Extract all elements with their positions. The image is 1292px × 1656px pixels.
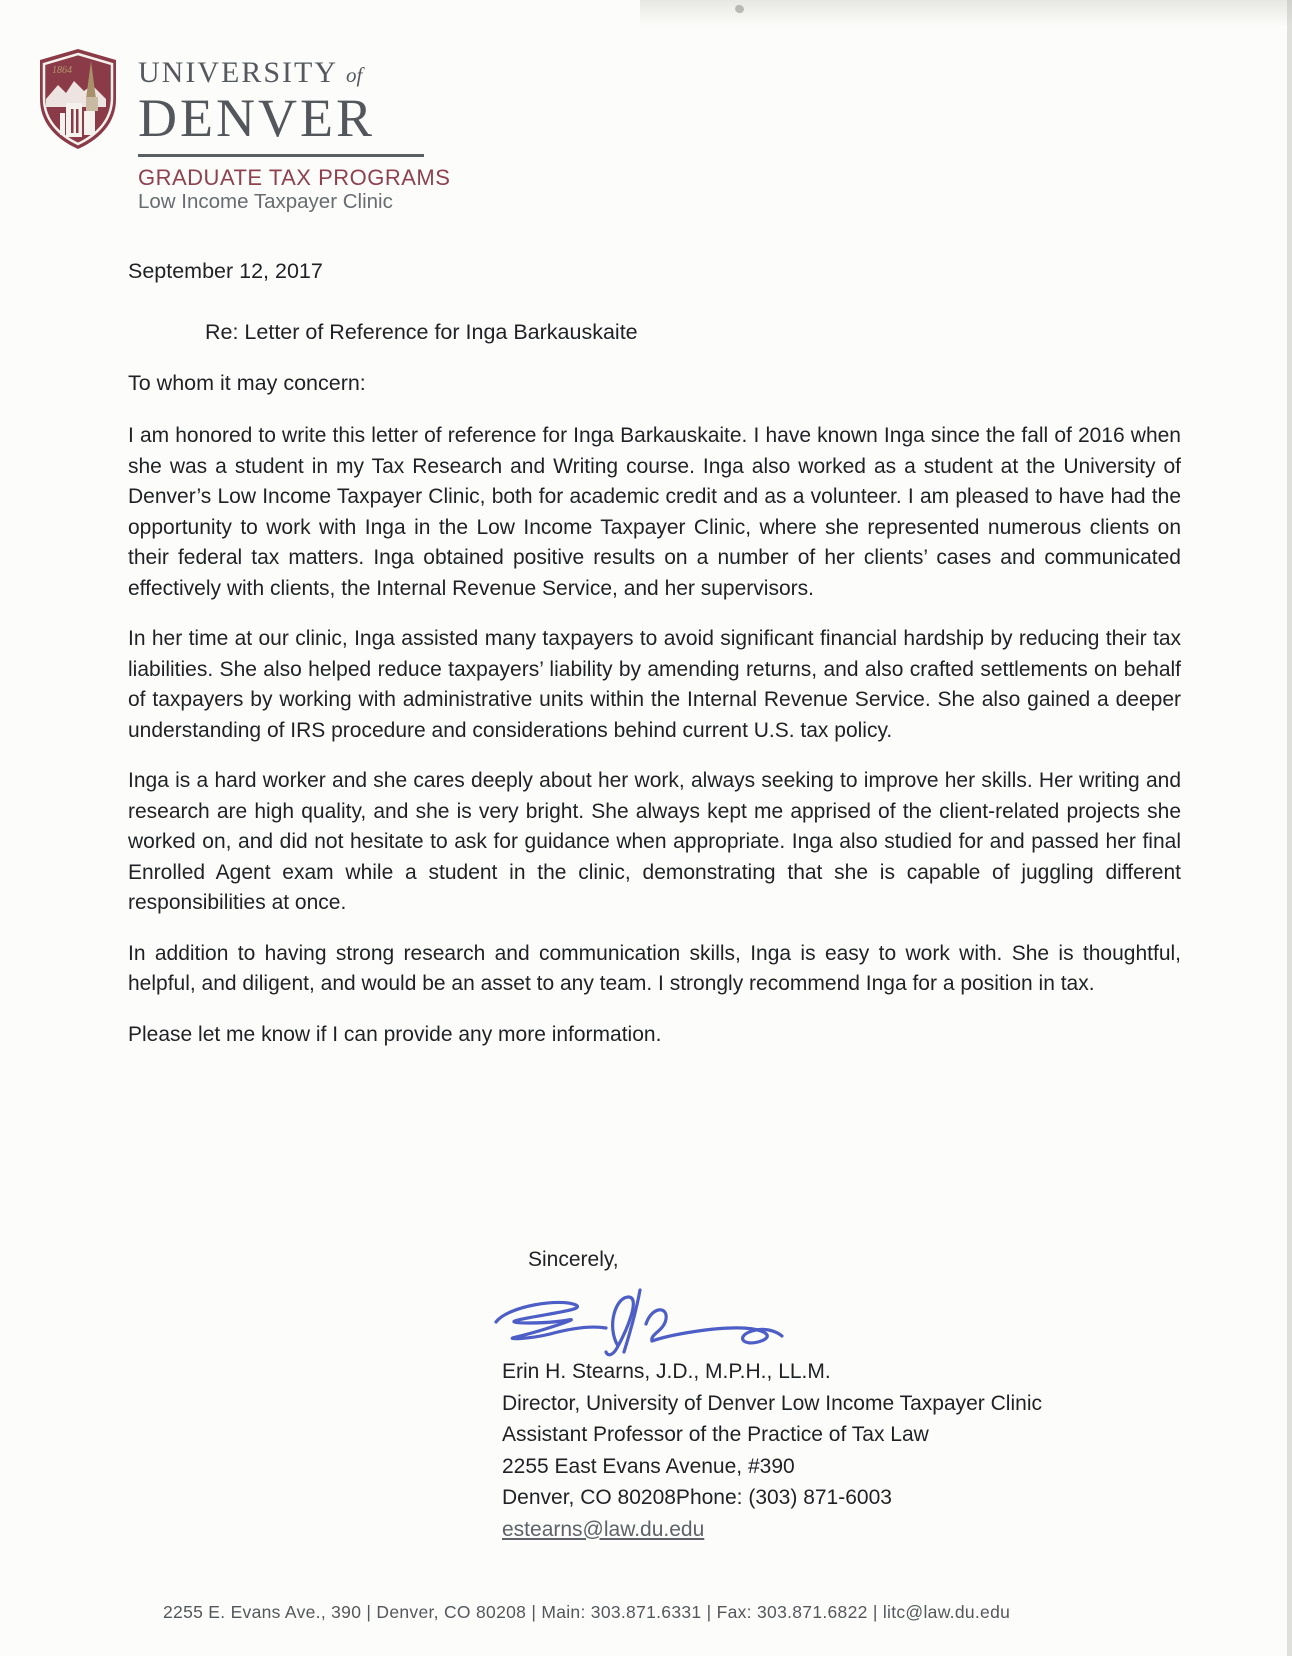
valediction: Sincerely, xyxy=(528,1248,619,1271)
letterhead-divider xyxy=(138,154,424,157)
signer-address: 2255 East Evans Avenue, #390 xyxy=(502,1454,795,1478)
clinic-name: Low Income Taxpayer Clinic xyxy=(138,190,393,213)
signer-email: estearns@law.du.edu xyxy=(502,1517,705,1541)
signer-title: Director, University of Denver Low Income Taxpayer Clinic xyxy=(502,1391,1042,1415)
university-wordmark xyxy=(138,56,375,148)
footer-contact-line: 2255 E. Evans Ave., 390 | Denver, CO 80208 | Main: 303.871.6331 | Fax: 303.871.6822 | litc@law.du.edu xyxy=(163,1602,1011,1622)
program-name: GRADUATE TAX PROGRAMS xyxy=(138,165,451,190)
university-word: UNIVERSITY of xyxy=(138,56,363,89)
salutation: To whom it may concern: xyxy=(128,371,366,395)
signer-title: Assistant Professor of the Practice of Tax Law xyxy=(502,1423,929,1446)
body-paragraph: Inga is a hard worker and she cares deeply about her work, always seeking to improve her skills. Her writing and research are high quality, and she is very bright. She always kept me apprised of the client-related projects she worked on, and did not hesitate to ask for guidance when appropriate. Inga also studied for and passed her final Enrolled Agent exam while a student in the clinic, demonstrating that she is capable of juggling different responsibilities at once. xyxy=(128,769,1181,914)
scan-artifact xyxy=(1287,0,1292,1656)
subject-line: Re: Letter of Reference for Inga Barkauskaite xyxy=(205,320,638,344)
letter-body xyxy=(128,421,1181,1070)
body-paragraph: I am honored to write this letter of reference for Inga Barkauskaite. I have known Inga since the fall of 2016 when she was a student in my Tax Research and Writing course. Inga also worked as a student at the University of Denver’s Low Income Taxpayer Clinic, both for academic credit and as a volunteer. I am pleased to have had the opportunity to work with Inga in the Low Income Taxpayer Clinic, where she represented numerous clients on their federal tax matters. Inga obtained positive results on a number of her clients’ cases and communicated effectively with clients, the Internal Revenue Service, and her supervisors. xyxy=(128,424,1181,600)
svg-text:1864: 1864 xyxy=(52,65,72,76)
signer-name: Erin H. Stearns, J.D., M.P.H., LL.M. xyxy=(502,1360,831,1383)
signer-address-phone: Denver, CO 80208Phone: (303) 871-6003 xyxy=(502,1486,892,1509)
signature-block xyxy=(502,1356,1042,1545)
body-paragraph: In addition to having strong research and communication skills, Inga is easy to work with. She is thoughtful, helpful, and diligent, and would be an asset to any team. I strongly recommend Inga for a position in tax. xyxy=(128,941,1181,995)
body-paragraph: In her time at our clinic, Inga assisted many taxpayers to avoid significant financial hardship by reducing their tax liabilities. She also helped reduce taxpayers’ liability by amending returns, and also crafted settlements on behalf of taxpayers by working with administrative units within the Internal Revenue Service. She also gained a deeper understanding of IRS procedure and considerations behind current U.S. tax policy. xyxy=(128,627,1181,742)
du-shield-icon xyxy=(36,47,120,156)
denver-word: DENVER xyxy=(138,88,375,148)
closing-request: Please let me know if I can provide any more information. xyxy=(128,1022,662,1046)
letter-date: September 12, 2017 xyxy=(128,259,323,283)
